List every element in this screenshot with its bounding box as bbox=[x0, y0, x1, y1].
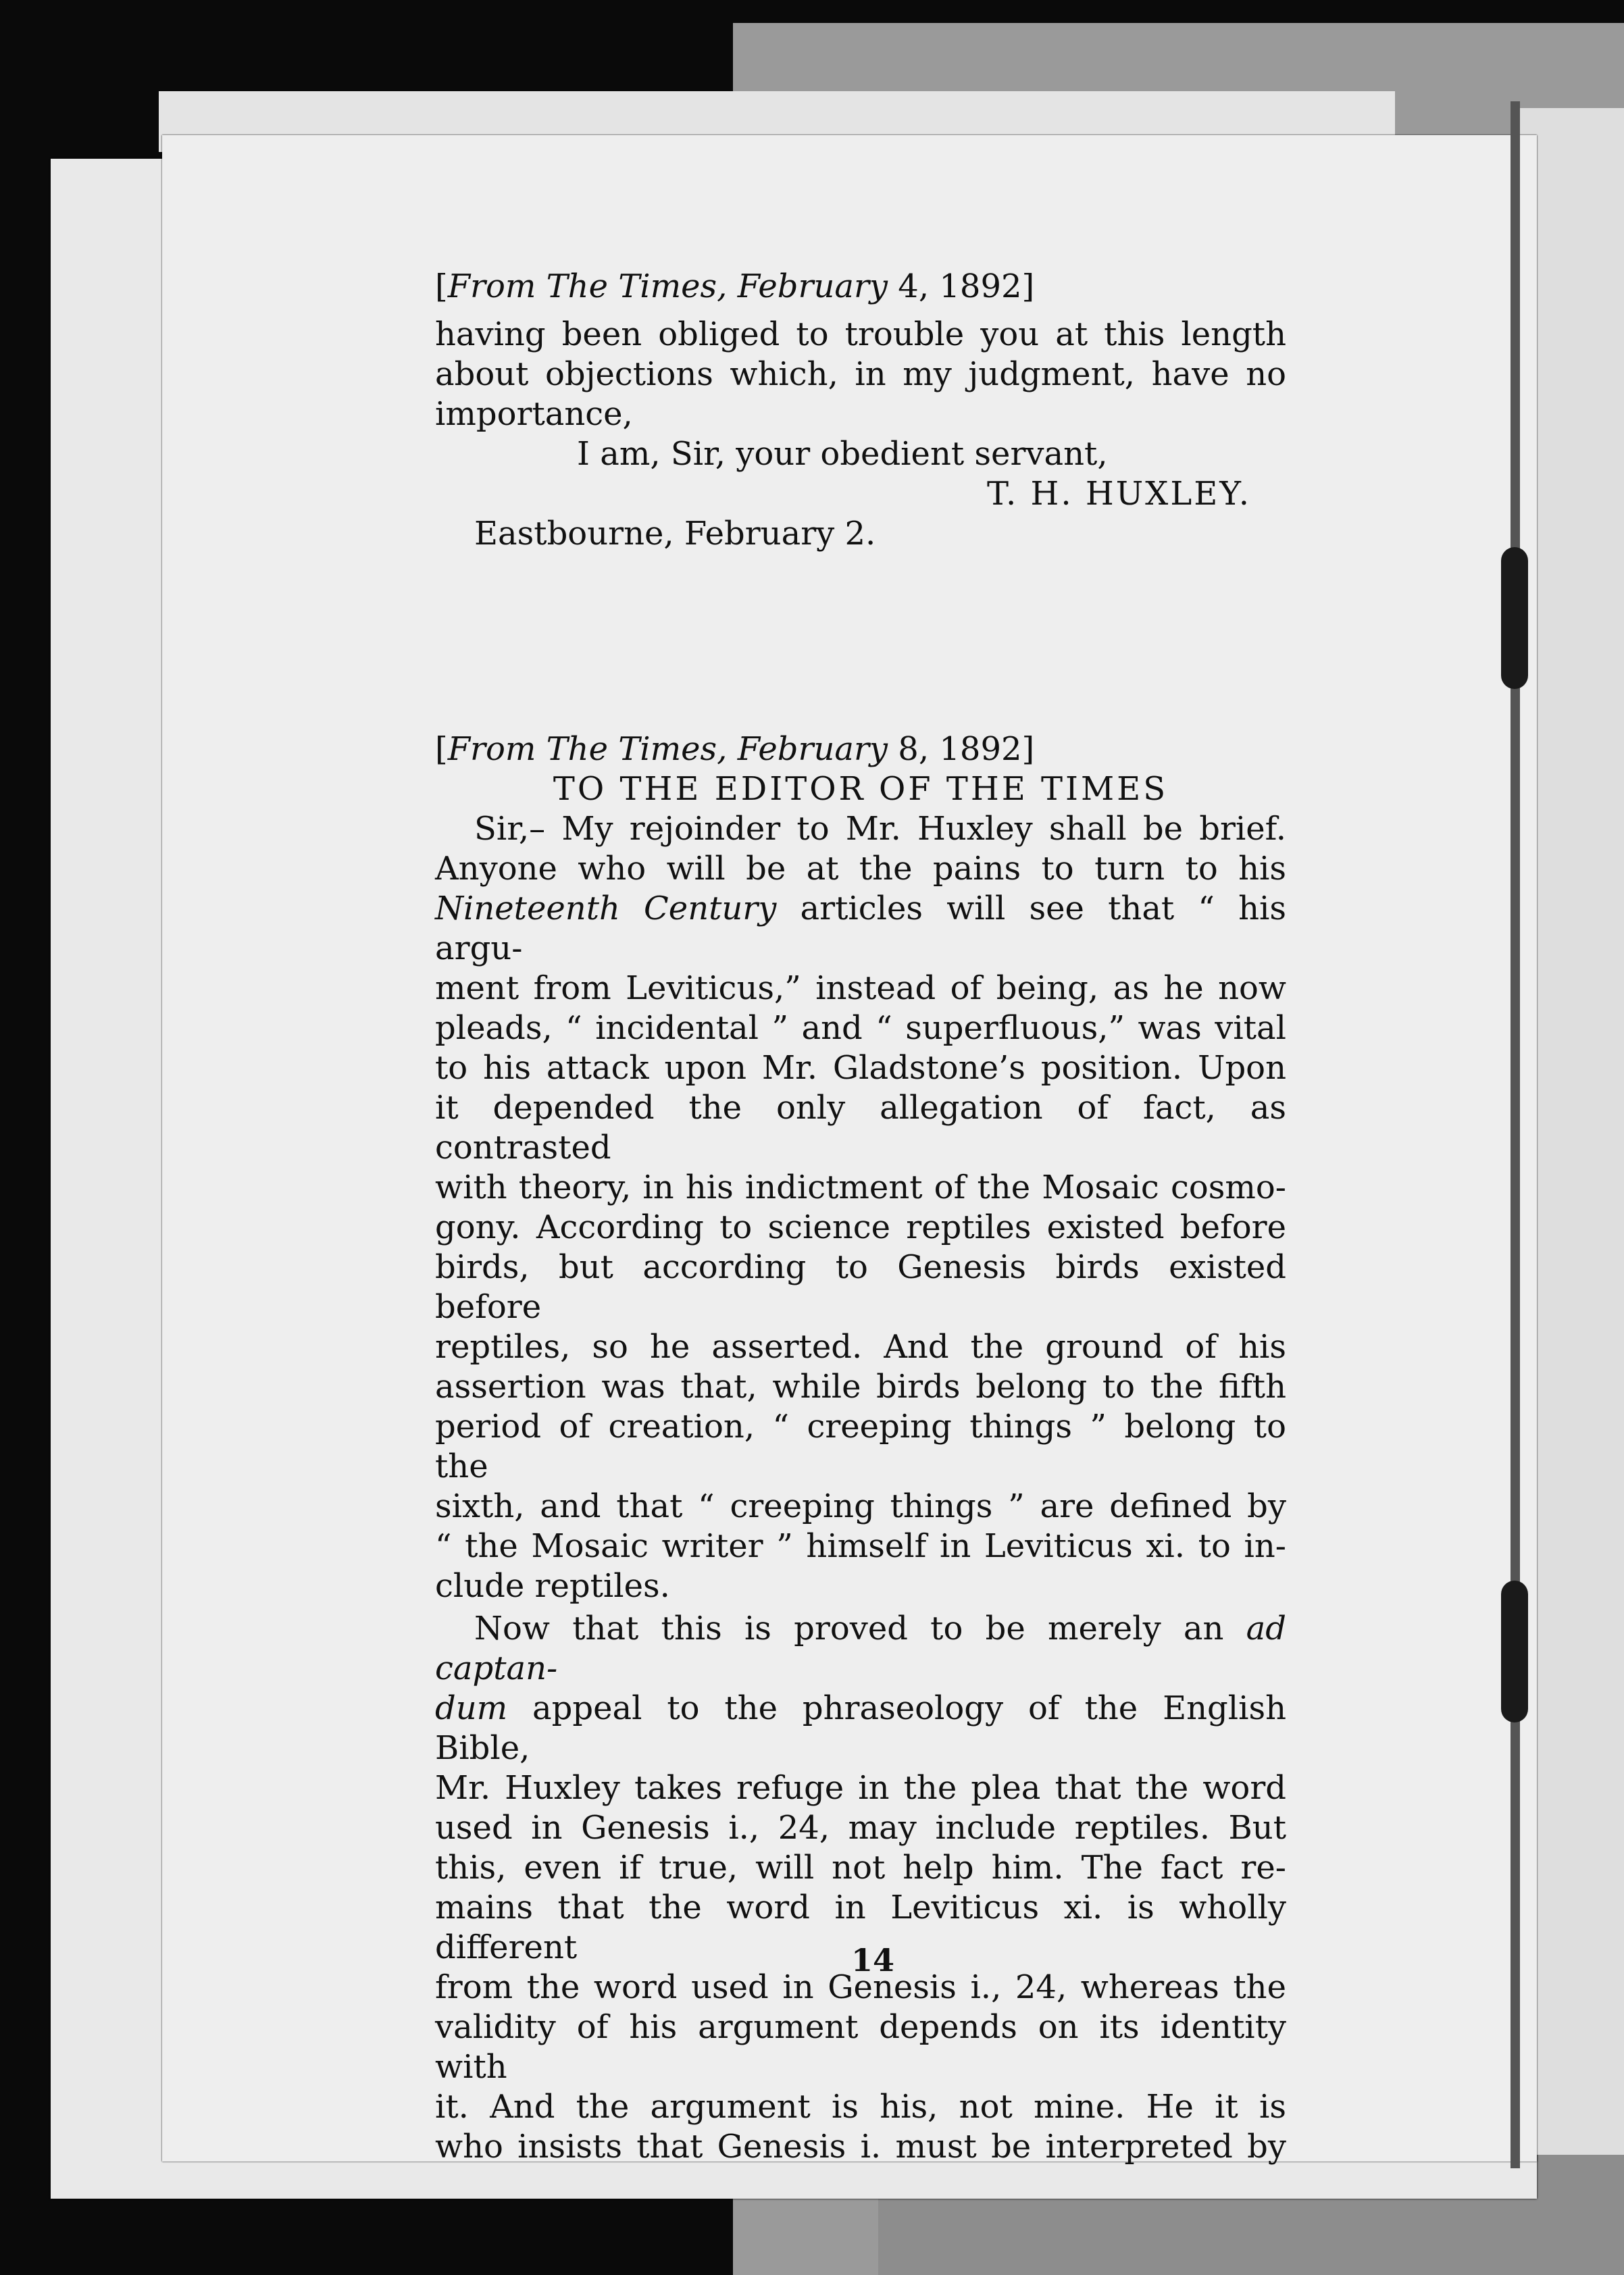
source-date: 8, 1892] bbox=[888, 730, 1035, 768]
paragraph-text: appeal to the phraseology of the English Bible, bbox=[435, 1689, 1286, 1767]
letter1-signature: T. H. HUXLEY. bbox=[986, 475, 1251, 513]
page-number: 14 bbox=[851, 1942, 894, 1978]
letter1-closing: I am, Sir, your obedient servant, bbox=[577, 435, 1108, 473]
paragraph-line: validity of his argument depends on its identity with bbox=[435, 2008, 1286, 2086]
paragraph-text: Now that this is proved to be merely an bbox=[474, 1610, 1246, 1647]
italic-title: Nineteenth Century bbox=[435, 890, 777, 927]
paragraph-line bbox=[435, 889, 1286, 969]
source-bracket: [ bbox=[435, 730, 448, 768]
paragraph-line bbox=[435, 1689, 1286, 1768]
paragraph-line: Mr. Huxley takes refuge in the plea that the word bbox=[435, 1769, 1286, 1807]
paragraph-line bbox=[435, 1609, 1286, 1689]
paragraph-line: with theory, in his indictment of the Mosaic cosmo- bbox=[435, 1169, 1286, 1206]
paragraph-line: gony. According to science reptiles existed before bbox=[435, 1208, 1286, 1246]
paragraph-line: mains that the word in Leviticus xi. is wholly different bbox=[435, 1889, 1286, 1966]
letter2-paragraph-2 bbox=[435, 1609, 1286, 2167]
binding-stitch-bottom bbox=[1501, 1581, 1528, 1722]
italic-phrase: dum bbox=[435, 1689, 508, 1727]
source-date: 4, 1892] bbox=[888, 267, 1035, 305]
paragraph-line: ment from Leviticus,” instead of being, as he now bbox=[435, 969, 1286, 1007]
letter1-line: importance, bbox=[435, 395, 633, 433]
source-italic: From The Times, February bbox=[447, 730, 888, 768]
letter2-heading: TO THE EDITOR OF THE TIMES bbox=[553, 770, 1169, 808]
paragraph-line: it. And the argument is his, not mine. He it is bbox=[435, 2088, 1286, 2126]
page-text bbox=[435, 267, 1286, 2167]
binding-stitch-top bbox=[1501, 547, 1528, 689]
paragraph-line: who insists that Genesis i. must be interpreted by bbox=[435, 2128, 1286, 2166]
paragraph-line: to his attack upon Mr. Gladstone’s position. Upon bbox=[435, 1049, 1286, 1087]
letter1-source-line bbox=[435, 267, 1286, 307]
italic-phrase: ad captan- bbox=[435, 1610, 1286, 1687]
source-italic: From The Times, February bbox=[447, 267, 888, 305]
letter1-line: about objections which, in my judgment, have no bbox=[435, 355, 1286, 393]
paragraph-line: sixth, and that “ creeping things ” are defined by bbox=[435, 1487, 1286, 1525]
paragraph-line: “ the Mosaic writer ” himself in Leviticus xi. to in- bbox=[435, 1527, 1286, 1565]
letter1-body bbox=[435, 315, 1286, 434]
paragraph-line: assertion was that, while birds belong to the fifth bbox=[435, 1368, 1286, 1406]
paragraph-line: pleads, “ incidental ” and “ superfluous,” was vital bbox=[435, 1009, 1286, 1047]
paragraph-line: reptiles, so he asserted. And the ground of his bbox=[435, 1328, 1286, 1366]
paragraph-text: articles will see that “ his argu- bbox=[435, 890, 1286, 967]
paragraph-line: this, even if true, will not help him. The fact re- bbox=[435, 1849, 1286, 1887]
paragraph-line: it depended the only allegation of fact, as contrasted bbox=[435, 1089, 1286, 1167]
letter2-paragraph-1 bbox=[435, 809, 1286, 1606]
binding-gutter bbox=[1511, 101, 1520, 2168]
paragraph-line: Anyone who will be at the pains to turn to his bbox=[435, 850, 1286, 888]
paragraph-line: period of creation, “ creeping things ” belong to the bbox=[435, 1408, 1286, 1485]
paragraph-line: from the word used in Genesis i., 24, whereas the bbox=[435, 1968, 1286, 2006]
paragraph-line: Sir,– My rejoinder to Mr. Huxley shall be brief. bbox=[474, 810, 1286, 848]
paragraph-line: clude reptiles. bbox=[435, 1567, 670, 1605]
letter1-place-date: Eastbourne, February 2. bbox=[474, 515, 876, 553]
letter2-source-line bbox=[435, 730, 1286, 769]
source-bracket: [ bbox=[435, 267, 448, 305]
paragraph-line: birds, but according to Genesis birds existed before bbox=[435, 1248, 1286, 1326]
paragraph-line: used in Genesis i., 24, may include reptiles. But bbox=[435, 1809, 1286, 1847]
letter1-line: having been obliged to trouble you at this length bbox=[435, 315, 1286, 353]
